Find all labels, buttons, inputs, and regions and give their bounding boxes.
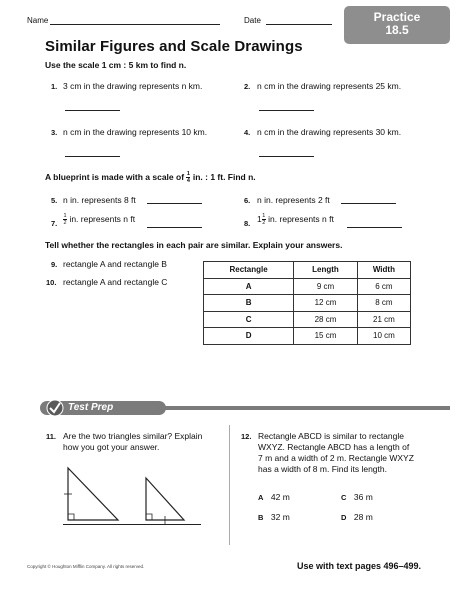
item-7-answer-blank[interactable] <box>147 227 202 228</box>
table-cell: C <box>204 311 294 328</box>
item-8-fraction-top: 1 <box>262 213 266 219</box>
item-7-expression <box>63 213 135 226</box>
choice-a[interactable] <box>258 487 290 505</box>
section1-instruction-text: Use the scale 1 cm : 5 km to find n. <box>45 60 187 70</box>
item-2-text: n cm in the drawing represents 25 km. <box>257 81 402 91</box>
item-9-number: 9. <box>51 260 58 269</box>
item-1-answer-blank[interactable] <box>65 110 120 111</box>
choice-b-letter: B <box>258 513 264 522</box>
item-8-text: in. represents n ft <box>268 213 334 224</box>
table-row <box>204 311 411 328</box>
item-8-answer-blank[interactable] <box>347 227 402 228</box>
two-triangles-figure <box>58 458 198 528</box>
item-7-text: in. represents n ft <box>69 213 136 224</box>
item-7-fraction <box>63 213 67 226</box>
test-prep-rule <box>160 406 450 410</box>
item-10-number: 10. <box>46 278 57 287</box>
table-header-width: Width <box>357 262 410 279</box>
table-header-length: Length <box>294 262 358 279</box>
column-divider <box>229 425 230 545</box>
choice-a-letter: A <box>258 493 264 502</box>
item-2-number: 2. <box>244 82 251 91</box>
table-cell: B <box>204 295 294 312</box>
item-11-number: 11. <box>46 432 57 441</box>
large-triangle <box>68 468 118 520</box>
choice-c-letter: C <box>341 493 347 502</box>
table-cell: 15 cm <box>294 328 358 345</box>
table-row <box>204 328 411 345</box>
item-12-line2: WXYZ. Rectangle ABCD has a length of <box>258 442 410 452</box>
item-5-number: 5. <box>51 196 58 205</box>
choice-a-text: 42 m <box>270 492 290 502</box>
choice-b-text: 32 m <box>270 512 290 522</box>
table-row <box>204 295 411 312</box>
table-cell: 8 cm <box>357 295 410 312</box>
item-12-line3: 7 m and a width of 2 m. Rectangle WXYZ <box>258 453 414 463</box>
scale-fraction-bottom: 4 <box>186 178 190 184</box>
table-cell: 12 cm <box>294 295 358 312</box>
text-pages-reference: Use with text pages 496–499. <box>297 561 422 571</box>
item-3-answer-blank[interactable] <box>65 156 120 157</box>
date-field[interactable] <box>266 24 332 25</box>
item-6-number: 6. <box>244 196 251 205</box>
name-label: Name <box>27 16 49 25</box>
table-cell: 21 cm <box>357 311 410 328</box>
choice-d[interactable] <box>341 507 373 525</box>
item-6-text: n in. represents 2 ft <box>257 195 330 205</box>
item-4-number: 4. <box>244 128 251 137</box>
item-3-text: n cm in the drawing represents 10 km. <box>63 127 208 137</box>
date-label: Date <box>244 16 261 25</box>
item-6-answer-blank[interactable] <box>341 203 396 204</box>
name-field[interactable] <box>50 24 220 25</box>
item-11-answer-blank[interactable] <box>63 524 201 525</box>
item-1-text: 3 cm in the drawing represents n km. <box>63 81 203 91</box>
choice-c[interactable] <box>341 487 373 505</box>
scale-fraction-top: 1 <box>186 171 190 177</box>
item-5-answer-blank[interactable] <box>147 203 202 204</box>
table-header-rectangle: Rectangle <box>204 262 294 279</box>
table-cell: 10 cm <box>357 328 410 345</box>
item-8-number: 8. <box>244 219 251 228</box>
section2-instruction <box>45 171 256 184</box>
item-11-line2: how you got your answer. <box>63 442 160 452</box>
item-2-answer-blank[interactable] <box>259 110 314 111</box>
table-cell: A <box>204 278 294 295</box>
large-right-angle-mark <box>68 514 74 520</box>
practice-badge-label: Practice <box>373 10 421 24</box>
item-11-line1: Are the two triangles similar? Explain <box>63 431 203 441</box>
practice-badge-number: 18.5 <box>385 23 409 37</box>
section1-instruction <box>45 60 186 70</box>
section3-instruction: Tell whether the rectangles in each pair are similar. Explain your answers. <box>45 240 343 250</box>
rectangle-table <box>203 261 411 345</box>
practice-badge <box>344 6 450 44</box>
table-row <box>204 278 411 295</box>
table-cell: 6 cm <box>357 278 410 295</box>
item-8-whole: 1 <box>257 213 262 224</box>
table-cell: 9 cm <box>294 278 358 295</box>
pencil-check-icon <box>46 399 64 417</box>
item-8-fraction-bottom: 2 <box>262 220 266 226</box>
item-12-line4: has a width of 8 m. Find its length. <box>258 464 387 474</box>
small-right-angle-mark <box>146 514 152 520</box>
section2-instruction-pre: A blueprint is made with a scale of <box>45 171 185 182</box>
table-header-row <box>204 262 411 279</box>
item-7-fraction-bottom: 2 <box>63 220 67 226</box>
item-10-text: rectangle A and rectangle C <box>63 277 168 287</box>
choice-c-text: 36 m <box>353 492 373 502</box>
item-1-number: 1. <box>51 82 58 91</box>
test-prep-banner <box>40 401 450 415</box>
copyright-text: Copyright © Houghton Mifflin Company. All rights reserved. <box>27 564 145 569</box>
page-title: Similar Figures and Scale Drawings <box>45 38 303 55</box>
choice-d-letter: D <box>341 513 347 522</box>
choice-d-text: 28 m <box>353 512 373 522</box>
item-12-line1: Rectangle ABCD is similar to rectangle <box>258 431 404 441</box>
item-12-number: 12. <box>241 432 252 441</box>
item-5-text: n in. represents 8 ft <box>63 195 136 205</box>
item-8-fraction <box>262 213 266 226</box>
item-8-expression <box>257 213 334 226</box>
item-4-text: n cm in the drawing represents 30 km. <box>257 127 402 137</box>
scale-fraction <box>186 171 190 184</box>
item-9-text: rectangle A and rectangle B <box>63 259 167 269</box>
section2-instruction-post: in. : 1 ft. Find n. <box>192 171 256 182</box>
table-cell: 28 cm <box>294 311 358 328</box>
item-4-answer-blank[interactable] <box>259 156 314 157</box>
choice-b[interactable] <box>258 507 290 525</box>
item-7-number: 7. <box>51 219 58 228</box>
table-cell: D <box>204 328 294 345</box>
test-prep-label: Test Prep <box>68 402 114 413</box>
item-7-fraction-top: 1 <box>63 213 67 219</box>
item-3-number: 3. <box>51 128 58 137</box>
